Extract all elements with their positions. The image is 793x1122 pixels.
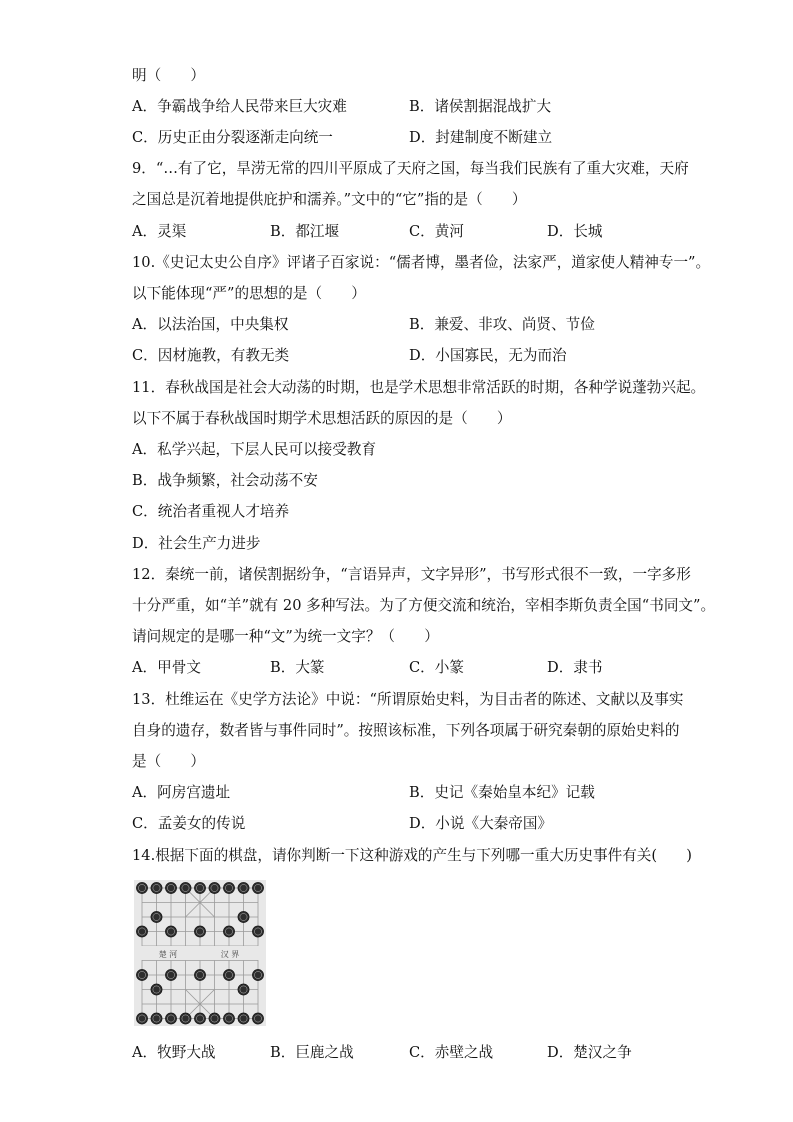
q13-option-d: D．小说《大秦帝国》 (409, 815, 553, 832)
q12-option-b: B．大篆 (270, 659, 325, 676)
chess-piece (238, 882, 249, 893)
q9-stem-line-2: 之国总是沉着地提供庇护和濡养。”文中的“它”指的是（ ） (132, 191, 527, 208)
q11-option-a: A．私学兴起，下层人民可以接受教育 (132, 441, 377, 458)
chess-piece (238, 984, 249, 995)
q9-option-a: A．灵渠 (132, 223, 187, 240)
chess-piece (151, 911, 162, 922)
chess-piece (194, 969, 205, 980)
q10-option-a: A．以法治国，中央集权 (132, 316, 289, 333)
chess-piece (223, 1013, 234, 1024)
chess-piece (151, 882, 162, 893)
chess-piece (151, 1013, 162, 1024)
q9-option-d: D．长城 (547, 223, 603, 240)
q13-stem-line-2: 自身的遗存，数者皆与事件同时”。按照该标准，下列各项属于研究秦朝的原始史料的 (132, 722, 680, 739)
xiangqi-board-image (134, 880, 266, 1026)
q10-option-c: C．因材施教，有教无类 (132, 347, 290, 364)
chess-piece (194, 1013, 205, 1024)
q13-option-a: A．阿房宫遗址 (132, 784, 231, 801)
q10-stem-line-1: 10.《史记太史公自序》评诸子百家说：“儒者博，墨者俭，法家严，道家使人精神专一”。 (132, 254, 711, 271)
chess-piece (238, 1013, 249, 1024)
q8-option-b: B．诸侯割据混战扩大 (409, 98, 552, 115)
q9-stem-line-1: 9．“…有了它，旱涝无常的四川平原成了天府之国，每当我们民族有了重大灾难，天府 (132, 160, 689, 177)
chess-piece (252, 1013, 263, 1024)
chess-piece (165, 1013, 176, 1024)
q8-option-a: A．争霸战争给人民带来巨大灾难 (132, 98, 347, 115)
q12-option-c: C．小篆 (409, 659, 464, 676)
q11-stem-line-1: 11．春秋战国是社会大动荡的时期，也是学术思想非常活跃的时期，各种学说蓬勃兴起。 (132, 379, 706, 396)
q13-stem-line-3: 是（ ） (132, 753, 205, 770)
q10-option-b: B．兼爱、非攻、尚贤、节俭 (409, 316, 595, 333)
chess-piece (209, 1013, 220, 1024)
q14-option-a: A．牧野大战 (132, 1044, 216, 1061)
q13-option-c: C．孟姜女的传说 (132, 815, 246, 832)
q10-option-d: D．小国寡民，无为而治 (409, 347, 567, 364)
chess-piece (209, 882, 220, 893)
q14-option-c: C．赤壁之战 (409, 1044, 494, 1061)
chess-piece (136, 882, 147, 893)
chess-piece (223, 882, 234, 893)
chess-piece (223, 969, 234, 980)
chess-piece (136, 1013, 147, 1024)
q14-option-b: B．巨鹿之战 (270, 1044, 354, 1061)
chess-piece (194, 882, 205, 893)
chess-piece (194, 926, 205, 937)
chess-piece (165, 926, 176, 937)
q13-stem-line-1: 13．杜维运在《史学方法论》中说：“所谓原始史料，为目击者的陈述、文献以及事实 (132, 691, 684, 708)
q12-stem-line-2: 十分严重，如“羊”就有 20 多种写法。为了方便交流和统治，宰相李斯负责全国“书同文”。 (132, 597, 716, 614)
q11-option-d: D．社会生产力进步 (132, 535, 261, 552)
chess-piece (136, 969, 147, 980)
q12-option-a: A．甲骨文 (132, 659, 201, 676)
q11-stem-line-2: 以下不属于春秋战国时期学术思想活跃的原因的是（ ） (132, 410, 512, 427)
q11-option-c: C．统治者重视人才培养 (132, 503, 290, 520)
chess-piece (252, 926, 263, 937)
q14-option-d: D．楚汉之争 (547, 1044, 632, 1061)
q8-option-c: C．历史正由分裂逐渐走向统一 (132, 129, 333, 146)
q9-option-c: C．黄河 (409, 223, 464, 240)
river-right-label: 汉 界 (220, 950, 240, 959)
chess-piece (180, 1013, 191, 1024)
q10-stem-line-2: 以下能体现“严”的思想的是（ ） (132, 285, 366, 302)
q8-option-d: D．封建制度不断建立 (409, 129, 553, 146)
chess-piece (136, 926, 147, 937)
q12-option-d: D．隶书 (547, 659, 603, 676)
q14-stem-line-1: 14.根据下面的棋盘，请你判断一下这种游戏的产生与下列哪一重大历史事件有关( ) (132, 847, 692, 864)
chess-piece (252, 969, 263, 980)
q9-option-b: B．都江堰 (270, 223, 340, 240)
river-left-label: 楚 河 (158, 950, 178, 959)
q8-stem-continuation: 明（ ） (132, 67, 205, 84)
q12-stem-line-3: 请问规定的是哪一种“文”为统一文字？（ ） (132, 628, 439, 645)
chess-piece (238, 911, 249, 922)
board-river (138, 946, 262, 960)
chess-piece (252, 882, 263, 893)
chess-piece (165, 969, 176, 980)
q13-option-b: B．史记《秦始皇本纪》记载 (409, 784, 595, 801)
q12-stem-line-1: 12．秦统一前，诸侯割据纷争，“言语异声，文字异形”，书写形式很不一致，一字多形 (132, 566, 691, 583)
chess-piece (180, 882, 191, 893)
chess-piece (223, 926, 234, 937)
chess-piece (151, 984, 162, 995)
q11-option-b: B．战争频繁，社会动荡不安 (132, 472, 318, 489)
chess-piece (165, 882, 176, 893)
